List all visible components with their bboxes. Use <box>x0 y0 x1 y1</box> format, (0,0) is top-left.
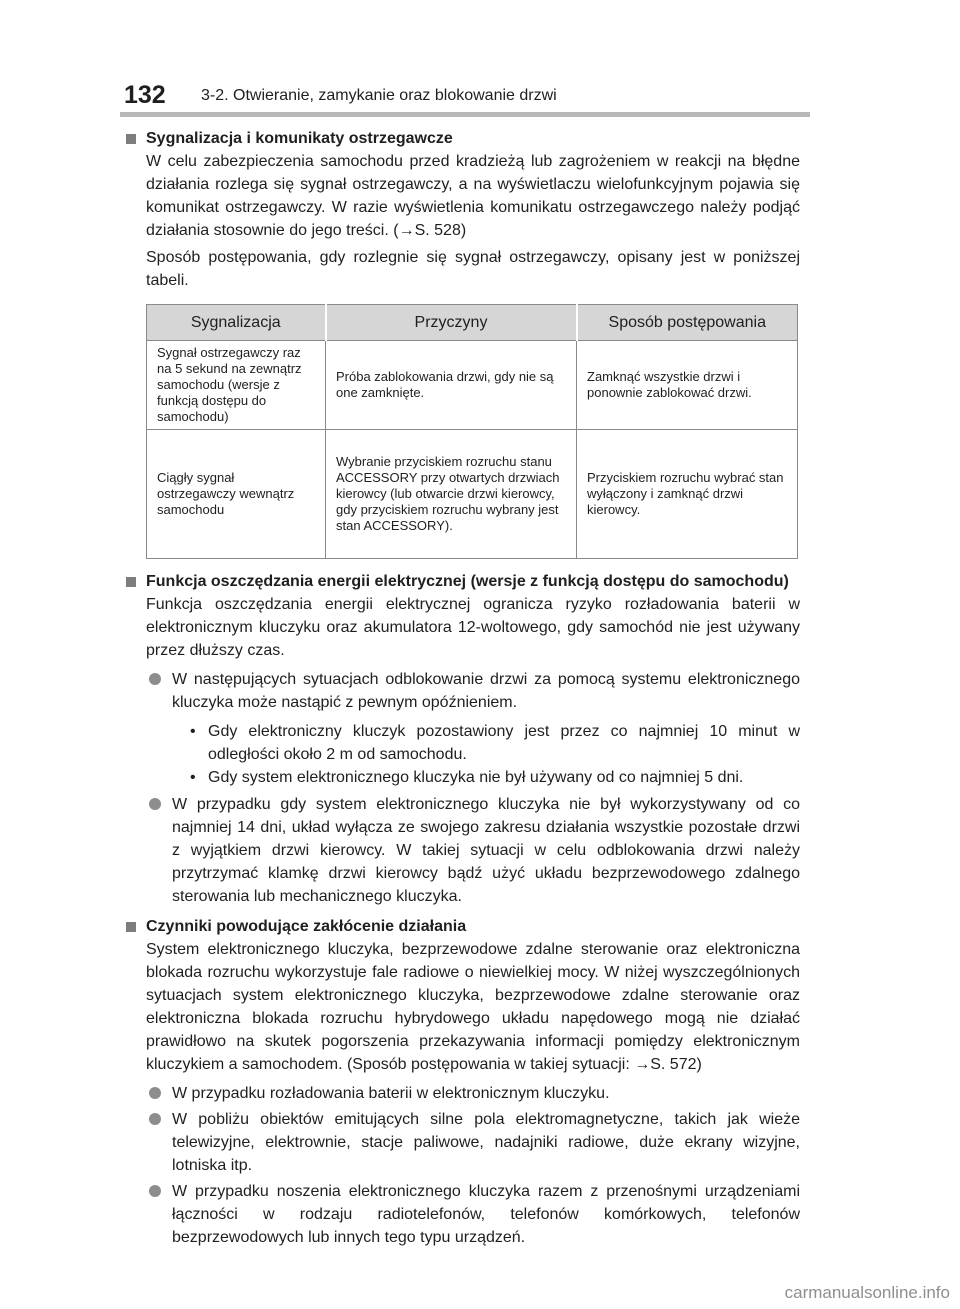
table-header-row <box>147 305 798 341</box>
section-heading <box>124 916 800 938</box>
table-cell: Wybranie przyciskiem rozruchu stanu ACCESSORY przy otwartych drzwiach kierowcy (lub otwarcie drzwi kierowcy, gdy przyciskiem rozruchu wybrany jest stan ACCESSORY). <box>326 430 577 559</box>
sub-list-item <box>190 720 800 766</box>
list-item-text: W przypadku noszenia elektronicznego kluczyka razem z przenośnymi urządzeniami łączności w rodzaju radiotelefonów, telefonów komórkowych, telefonów bezprzewodowych lub innych tego typu urządzeń. <box>172 1183 800 1246</box>
table-cell: Próba zablokowania drzwi, gdy nie są one zamknięte. <box>326 341 577 430</box>
circle-bullet-icon <box>149 1113 161 1125</box>
paragraph: Sposób postępowania, gdy rozlegnie się sygnał ostrzegawczy, opisany jest w poniższej tabeli. <box>146 249 800 289</box>
paragraph <box>146 938 800 1076</box>
table-header: Sposób postępowania <box>577 305 798 341</box>
header-rule <box>120 112 810 117</box>
square-bullet-icon <box>126 134 136 144</box>
chapter-title: 3-2. Otwieranie, zamykanie oraz blokowanie drzwi <box>201 87 557 104</box>
watermark-link[interactable]: carmanualsonline.info <box>784 1283 950 1302</box>
bullet-list <box>146 1082 800 1249</box>
sub-list-item <box>190 766 800 789</box>
list-item <box>146 1180 800 1249</box>
list-item-text: W przypadku rozładowania baterii w elektronicznym kluczyku. <box>172 1085 610 1102</box>
table-cell: Zamknąć wszystkie drzwi i ponownie zablokować drzwi. <box>577 341 798 430</box>
page-reference: S. 528) <box>414 222 467 239</box>
list-item-text: W przypadku gdy system elektronicznego kluczyka nie był wykorzystywany od co najmniej 14 dni, układ wyłącza ze swojego zakresu działania wszystkie pozostałe drzwi z wyjątkiem drzwi kierowcy. W takiej sytuacji w celu odblokowania drzwi należy przytrzymać klamkę drzwi kierowcy bądź użyć układu bezprzewodowego zdalnego sterowania lub mechanicznego kluczyka. <box>172 796 800 905</box>
section-energy-saving <box>124 571 800 908</box>
table-row <box>147 430 798 559</box>
dot-marker: • <box>190 769 196 786</box>
bullet-list <box>146 668 800 908</box>
paragraph-text: System elektronicznego kluczyka, bezprzewodowe zdalne sterowanie oraz elektroniczna blokada rozruchu wykorzystuje fale radiowe o niewielkiej mocy. W niżej wyszczególnionych sytuacjach system elektronicznego kluczyka, bezprzewodowe zdalne sterowanie oraz elektroniczna blokada rozruchu hybrydowego układu napędowego mogą nie działać prawidłowo na skutek pogorszenia przekazywania informacji pomiędzy elektronicznym kluczykiem a samochodem. (Sposób postępowania w takiej sytuacji: <box>146 941 800 1073</box>
section-interference <box>124 916 800 1249</box>
arrow-right-icon: → <box>398 222 415 239</box>
section-heading-text: Czynniki powodujące zakłócenie działania <box>146 918 467 935</box>
list-item-text: W następujących sytuacjach odblokowanie drzwi za pomocą systemu elektronicznego kluczyka może nastąpić z pewnym opóźnieniem. <box>172 671 800 711</box>
page-content <box>124 128 800 1249</box>
paragraph: Funkcja oszczędzania energii elektrycznej ogranicza ryzyko rozładowania baterii w elektronicznym kluczyku oraz akumulatora 12-woltowego, gdy samochód nie jest używany przez dłuższy czas. <box>146 596 800 659</box>
section-warnings <box>124 128 800 559</box>
list-item <box>146 793 800 908</box>
circle-bullet-icon <box>149 673 161 685</box>
circle-bullet-icon <box>149 1087 161 1099</box>
section-heading-text: Funkcja oszczędzania energii elektrycznej (wersje z funkcją dostępu do samochodu) <box>146 573 789 590</box>
section-heading-text: Sygnalizacja i komunikaty ostrzegawcze <box>146 130 453 147</box>
table-row <box>147 341 798 430</box>
dot-marker: • <box>190 723 196 740</box>
list-item <box>146 1108 800 1177</box>
table-cell: Przyciskiem rozruchu wybrać stan wyłączony i zamknąć drzwi kierowcy. <box>577 430 798 559</box>
table-cell: Sygnał ostrzegawczy raz na 5 sekund na zewnątrz samochodu (wersje z funkcją dostępu do samochodu) <box>147 341 326 430</box>
paragraph <box>146 150 800 242</box>
section-heading <box>124 571 800 593</box>
circle-bullet-icon <box>149 798 161 810</box>
arrow-right-icon: → <box>634 1056 651 1073</box>
table-cell: Ciągły sygnał ostrzegawczy wewnątrz samochodu <box>147 430 326 559</box>
square-bullet-icon <box>126 577 136 587</box>
square-bullet-icon <box>126 922 136 932</box>
sub-bullet-list <box>190 720 800 789</box>
section-heading <box>124 128 800 150</box>
sub-list-item-text: Gdy elektroniczny kluczyk pozostawiony jest przez co najmniej 10 minut w odległości około 2 m od samochodu. <box>208 723 800 763</box>
list-item <box>146 668 800 714</box>
circle-bullet-icon <box>149 1185 161 1197</box>
table-header: Przyczyny <box>326 305 577 341</box>
page-reference: S. 572) <box>650 1056 702 1073</box>
list-item-text: W pobliżu obiektów emitujących silne pola elektromagnetyczne, takich jak wieże telewizyjne, elektrownie, stacje paliwowe, nadajniki radiowe, duże ekrany wizyjne, lotniska itp. <box>172 1111 800 1174</box>
sub-list-item-text: Gdy system elektronicznego kluczyka nie był używany od co najmniej 5 dni. <box>208 769 744 786</box>
warning-table <box>146 304 798 559</box>
list-item <box>146 1082 800 1105</box>
page-number: 132 <box>124 81 166 109</box>
table-header: Sygnalizacja <box>147 305 326 341</box>
paragraph-text: W celu zabezpieczenia samochodu przed kradzieżą lub zagrożeniem w reakcji na błędne działania rozlega się sygnał ostrzegawczy, a na wyświetlaczu wielofunkcyjnym pojawia się komunikat ostrzegawczy. W razie wyświetlenia komunikatu ostrzegawczego należy podjąć działania stosownie do jego treści. ( <box>146 153 800 239</box>
